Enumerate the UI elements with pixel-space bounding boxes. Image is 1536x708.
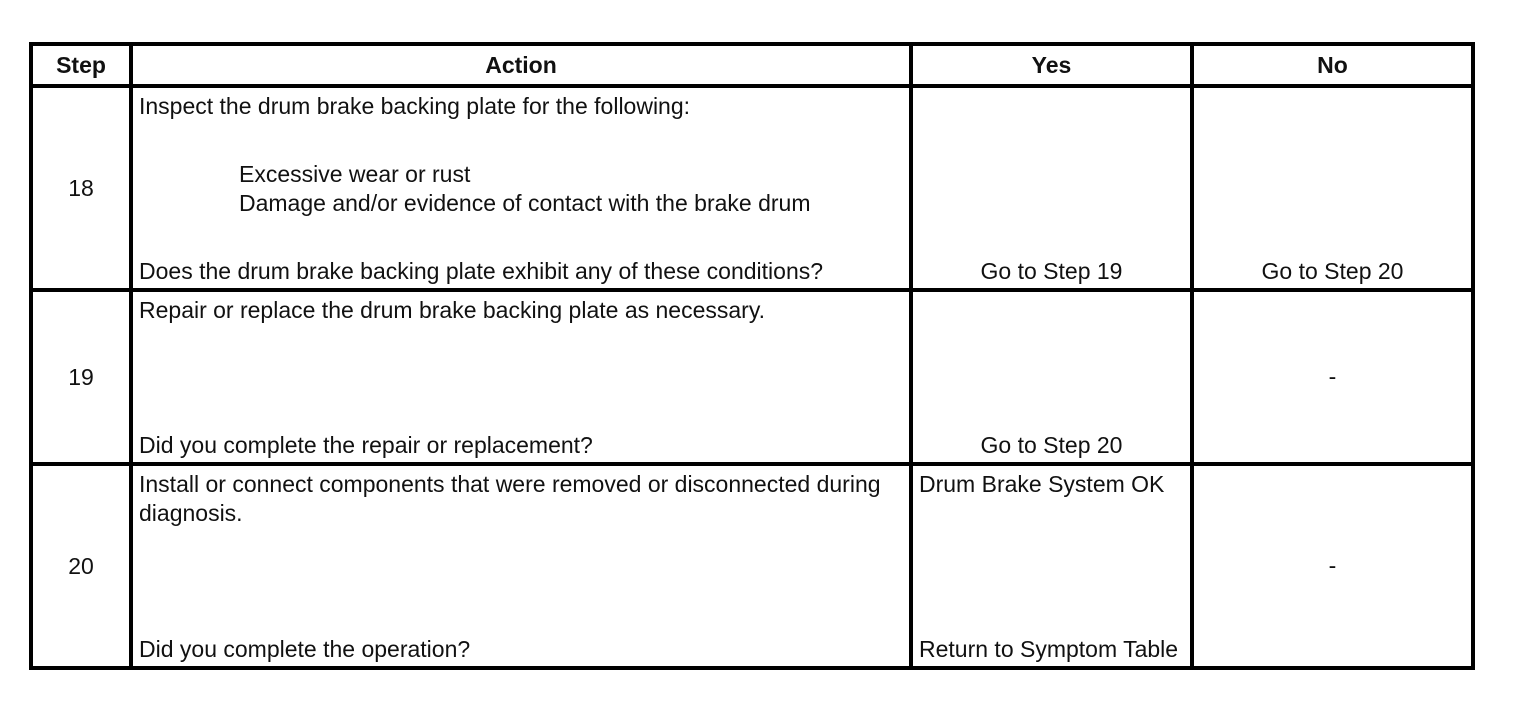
- no-result: -: [1328, 363, 1337, 390]
- no-cell: [1192, 290, 1473, 464]
- step-number: 20: [31, 464, 131, 668]
- action-intro: Install or connect components that were removed or disconnected during diagnosis.: [139, 471, 881, 526]
- header-step: Step: [31, 44, 131, 86]
- yes-result: Go to Step 20: [980, 432, 1123, 458]
- action-question: Did you complete the operation?: [139, 636, 471, 662]
- table-row: [31, 290, 1473, 464]
- action-question: Did you complete the repair or replacement?: [139, 432, 593, 458]
- diagnostic-table: [29, 42, 1475, 670]
- action-cell: [131, 464, 911, 668]
- yes-cell: [911, 290, 1192, 464]
- step-number: 19: [31, 290, 131, 464]
- action-cell: [131, 290, 911, 464]
- no-cell: [1192, 464, 1473, 668]
- condition-list: [239, 160, 811, 218]
- yes-cell: [911, 464, 1192, 668]
- no-result: Go to Step 20: [1261, 258, 1404, 284]
- action-cell: [131, 86, 911, 290]
- step-number: 18: [31, 86, 131, 290]
- no-result: -: [1328, 552, 1337, 579]
- yes-result-ok: Drum Brake System OK: [919, 471, 1165, 497]
- no-cell: [1192, 86, 1473, 290]
- table-row: [31, 86, 1473, 290]
- header-no: No: [1192, 44, 1473, 86]
- yes-result-return: Return to Symptom Table: [919, 636, 1179, 662]
- action-intro: Repair or replace the drum brake backing plate as necessary.: [139, 297, 766, 323]
- list-item: Excessive wear or rust: [239, 161, 471, 187]
- header-row: [31, 44, 1473, 86]
- action-question: Does the drum brake backing plate exhibit any of these conditions?: [139, 258, 824, 284]
- yes-cell: [911, 86, 1192, 290]
- list-item: Damage and/or evidence of contact with the brake drum: [239, 190, 811, 216]
- header-action: Action: [131, 44, 911, 86]
- action-intro: Inspect the drum brake backing plate for the following:: [139, 93, 691, 119]
- yes-result: Go to Step 19: [980, 258, 1123, 284]
- header-yes: Yes: [911, 44, 1192, 86]
- table-row: [31, 464, 1473, 668]
